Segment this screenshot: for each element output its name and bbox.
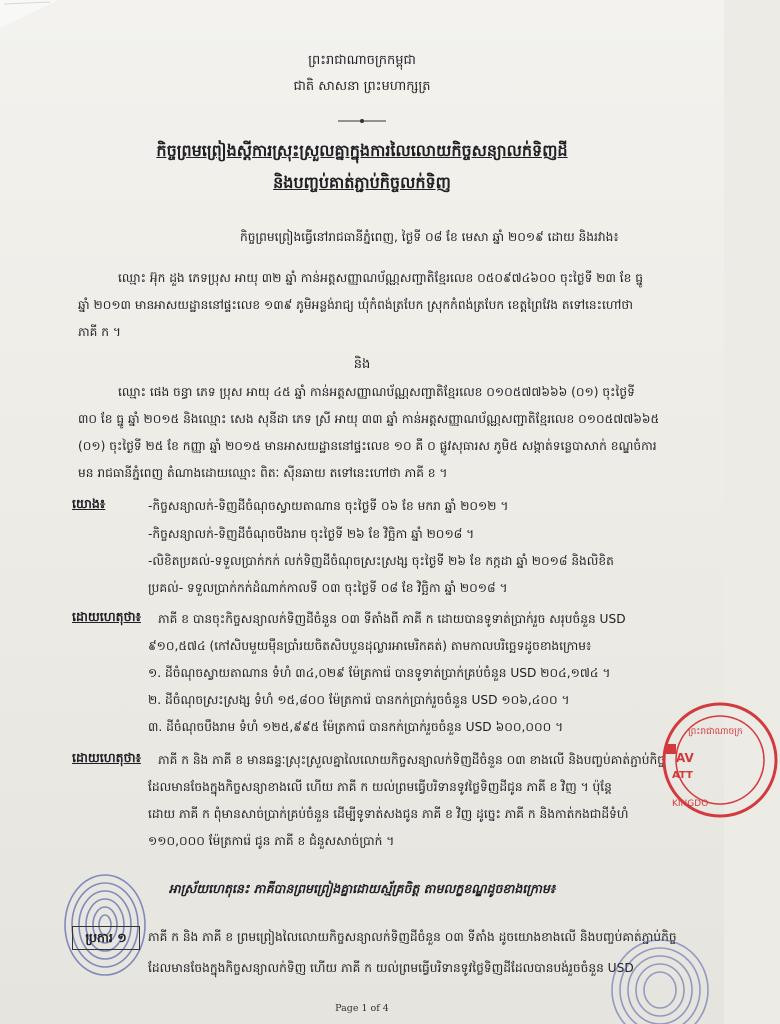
- whereas-label-2: ដោយហេតុថា៖: [72, 750, 141, 765]
- whereas-2-line: ១១០,០០០ ម៉ែត្រការ៉េ ជូន ភាគី ខ ជំនួសសាច់ប្រាក់ ។: [148, 834, 395, 848]
- ornament-divider: [338, 118, 386, 124]
- folded-corner: [0, 0, 60, 30]
- agreement-title-line1: កិច្ចព្រមព្រៀងស្តីការស្រុះស្រួលគ្នាក្នុងការលៃលោយកិច្ចសន្យាលក់ទិញដី: [156, 141, 568, 160]
- seal-text-bottom: KINGDO: [672, 799, 709, 809]
- whereas-2-line: ដែលមានចែងក្នុងកិច្ចសន្យាខាងលើ ហើយ ភាគី ក យល់ព្រមធ្វើបរិទានទូវថ្លៃទិញដីជូន ភាគី ខ វិញ ។ ប៉ុន្តែ: [148, 780, 612, 794]
- whereas-2-line: ដោយ ភាគី ក ពុំមានសាច់ប្រាក់គ្រប់ចំនួន ដើម្បីទូទាត់សងជូន ភាគី ខ វិញ ដូច្នេះ ភាគី ក និងកាត់កងជាដីទំហំ: [148, 807, 629, 821]
- article-1-line: ភាគី ក និង ភាគី ខ ព្រមព្រៀងលៃលោយកិច្ចសន្យាលក់ទិញដីចំនួន ០៣ ទីតាំង ដូចយោងខាងលើ និងបញ្ចប់គាត់ភ្ជាប់កិច្ច: [148, 930, 677, 944]
- party-b-line: ឈ្មោះ ផេង ចន្ធា ភេទ ប្រុស អាយុ ៤៥ ឆ្នាំ កាន់អត្តសញ្ញាណប័ណ្ណសញ្ជាតិខ្មែរលេខ ០១០៥៧៧៦៦៦ (០១) ចុះថ្ងៃទី: [118, 385, 635, 399]
- whereas-label-1: ដោយហេតុថា៖: [72, 609, 141, 624]
- agreement-title-line2: និងបញ្ចប់គាត់ភ្ជាប់កិច្ចលក់ទិញ: [273, 173, 451, 192]
- article-1-label: ប្រការ ១: [72, 926, 140, 950]
- party-b-line: ៣០ ខែ ធ្នូ ឆ្នាំ ២០១៥ និងឈ្មោះ សេង សុនីដា ភេទ ស្រី អាយុ ៣៣ ឆ្នាំ កាន់អត្តសញ្ញាណប័ណ្ណសញ្ជាតិខ្មែរលេខ ០១០៥៧៧៦៦៥: [78, 412, 660, 426]
- reference-item: -កិច្ចសន្យាលក់-ទិញដីចំណុចបឹងរាម ចុះថ្ងៃទី ២៦ ខែ វិច្ឆិកា ឆ្នាំ ២០១៨ ។: [148, 527, 475, 541]
- reference-item: -លិខិតប្រគល់-ទទួលប្រាក់កក់ លក់ទិញដីចំណុចស្រះស្រង្ស ចុះថ្ងៃទី ២៦ ខែ កក្កដា ឆ្នាំ ២០១៨ និងលិខិត: [148, 554, 614, 568]
- land-item-1: ១. ដីចំណុចស្វាយតាណាន ទំហំ ៣៤,០២៩ ម៉ែត្រការ៉េ បានទូទាត់ប្រាក់គ្រប់ចំនួន USD ២០៤,១៧៤ ។: [148, 666, 611, 680]
- intro-line: កិច្ចព្រមព្រៀងធ្វើនៅរាជធានីភ្នំពេញ, ថ្ងៃទី ០៨ ខែ មេសា ឆ្នាំ ២០១៩ ដោយ និងរវាង៖: [240, 230, 619, 244]
- land-item-3: ៣. ដីចំណុចបឹងរាម ទំហំ ១២៥,៩៩៥ ម៉ែត្រការ៉េ បានកក់ប្រាក់រួចចំនួន USD ៦០០,០០០ ។: [148, 720, 564, 734]
- reference-label: យោង៖: [72, 496, 106, 511]
- and-connector: និង: [353, 357, 371, 372]
- seal-text-mid: AV: [676, 751, 694, 765]
- motto-heading: ជាតិ សាសនា ព្រះមហាក្សត្រ: [293, 79, 431, 94]
- kingdom-heading: ព្រះរាជាណាចក្រកម្ពុជា: [308, 53, 416, 68]
- reference-item: -កិច្ចសន្យាលក់-ទិញដីចំណុចស្វាយតាណាន ចុះថ្ងៃទី ០៦ ខែ មករា ឆ្នាំ ២០១២ ។: [148, 499, 509, 513]
- land-item-2: ២. ដីចំណុចស្រះស្រង្ស ទំហំ ១៥,៨០០ ម៉ែត្រការ៉េ បានកក់ប្រាក់រួចចំនួន USD ១០៦,៤០០ ។: [148, 693, 570, 707]
- party-a-line: ភាគី ក ។: [78, 325, 121, 339]
- official-seal: [660, 700, 780, 820]
- page-number: Page 1 of 4: [335, 1003, 389, 1014]
- seal-text-lower: ATT: [672, 770, 693, 781]
- article-1-line: ដែលមានចែងក្នុងកិច្ចសន្យាលក់ទិញ ហើយ ភាគី ក យល់ព្រមធ្វើបរិទានទូវថ្លៃទិញដីដែលបានបង់រួចចំនួន USD: [148, 961, 634, 975]
- whereas-2-line: ភាគី ក និង ភាគី ខ មានឆន្ទៈស្រុះស្រួលគ្នាលៃលោយកិច្ចសន្យាលក់ទិញដីចំនួន ០៣ ខាងលើ និងបញ្ចប់គាត់ភ្ជាប់កិច្ច: [158, 753, 665, 767]
- reference-item: ប្រគល់- ទទួលប្រាក់កក់ដំណាក់កាលទី ០៣ ចុះថ្ងៃទី ០៨ ខែ វិច្ឆិកា ឆ្នាំ ២០១៨ ។: [148, 581, 508, 595]
- whereas-1-line: ៩១០,៥៧៤ (កៅសិបមួយម៉ឺនប្រាំរយចិតសិបបួនដុល្លារអាមេរិកគត់) តាមកាលបរិច្ឆេទដូចខាងក្រោម៖: [148, 639, 592, 653]
- party-b-line: មន រាជធានីភ្នំពេញ តំណាងដោយឈ្មោះ ពិតៈ ស៊ីនឆាយ តទៅនេះហៅថា ភាគី ខ ។: [78, 466, 448, 480]
- party-a-line: ឈ្មោះ អ៊ុក ដួង ភេទប្រុស អាយុ ៣២ ឆ្នាំ កាន់អត្តសញ្ញាណប័ណ្ណសញ្ជាតិខ្មែរលេខ ០៥០៩៧៤៦០០ ចុះថ្ងៃទី ២៣ ខែ ធ្នូ: [118, 271, 644, 285]
- agreement-intro: អាស្រ័យហេតុនេះ ភាគីបានព្រមព្រៀងគ្នាដោយស្ម័គ្រចិត្ត តាមលក្ខខណ្ឌដូចខាងក្រោម៖: [168, 881, 556, 896]
- party-a-line: ឆ្នាំ ២០១៣ មានអាសយដ្ឋាននៅផ្ទះលេខ ១៣៩ ភូមិអន្លង់រាជ្យ ឃុំកំពង់ត្របែក ស្រុកកំពង់ត្របែក ខេត្តព្រៃវែង តទៅនេះហៅថា: [78, 298, 633, 312]
- whereas-1-line: ភាគី ខ បានចុះកិច្ចសន្យាលក់ទិញដីចំនួន ០៣ ទីតាំងពី ភាគី ក ដោយបានទូទាត់ប្រាក់រួច សរុបចំនួន USD: [158, 612, 626, 626]
- fingerprint-left: [60, 870, 150, 980]
- party-b-line: (០១) ចុះថ្ងៃទី ២៥ ខែ កញ្ញា ឆ្នាំ ២០១៥ មានអាសយដ្ឋាននៅផ្ទះលេខ ១០ គឺ ០ ផ្លូវសុធារស ភូមិ៥ សង្កាត់ទន្លេបាសាក់ ខណ្ឌចំការ: [78, 439, 657, 453]
- seal-text-top: ព្រះរាជាណាចក្រ: [688, 727, 743, 737]
